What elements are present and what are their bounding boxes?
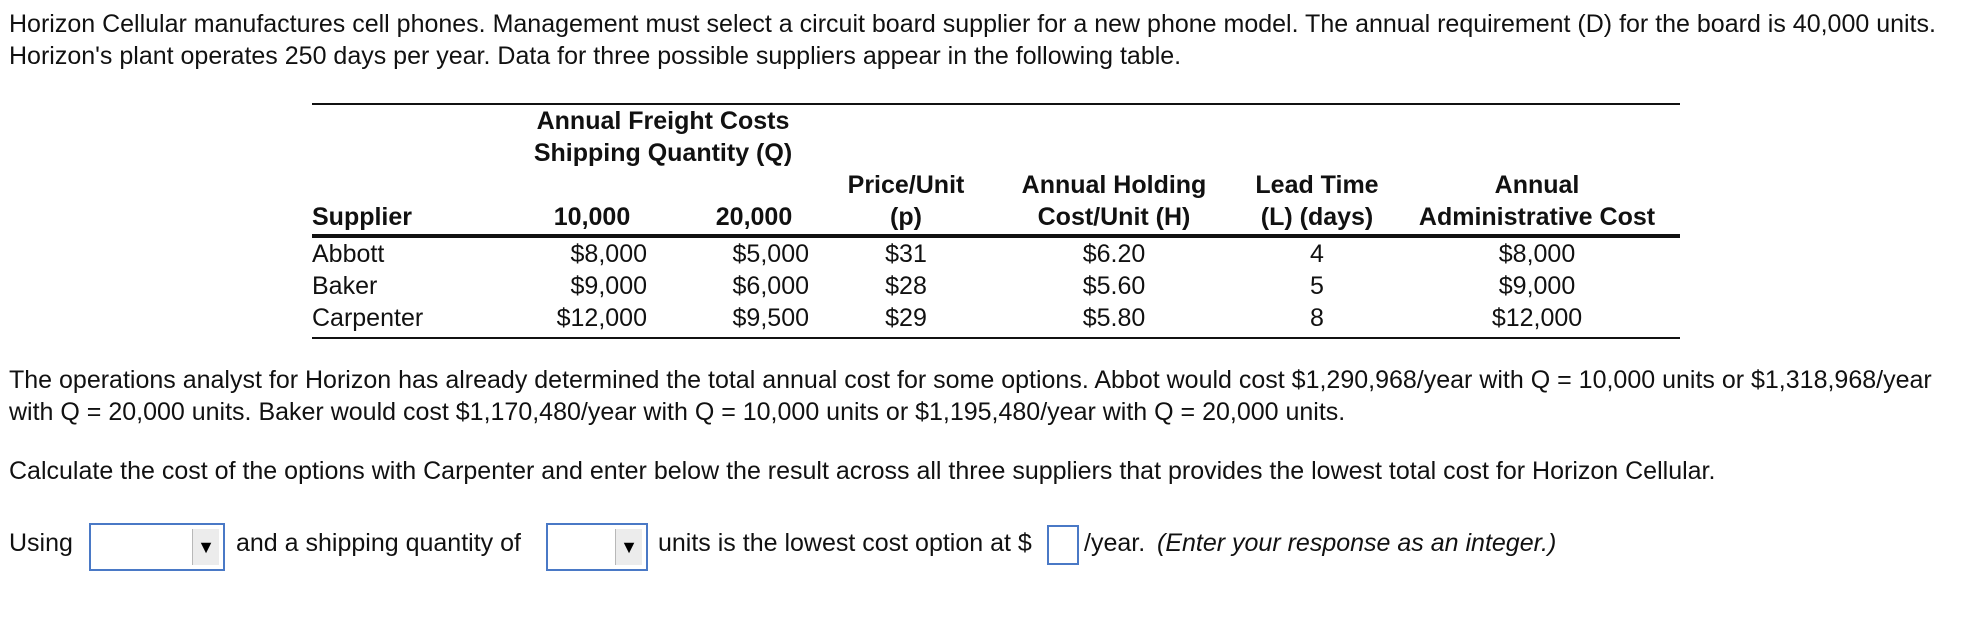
supplier-select[interactable] [89,523,225,571]
supplier-header: Supplier [312,203,413,231]
dropdown-arrow-icon[interactable]: ▼ [192,529,219,565]
table-row-lead: 4 [1310,240,1324,268]
admin-header-line2: Administrative Cost [1418,203,1656,231]
dropdown-arrow-icon[interactable]: ▼ [615,529,642,565]
quantity-select[interactable] [546,523,648,571]
price-header-line1: Price/Unit [847,171,965,199]
table-row-supplier: Abbott [312,240,385,268]
table-row-admin: $8,000 [1498,240,1576,268]
table-row-q1: $9,000 [570,272,647,300]
per-year-label: /year. [1084,529,1146,557]
holding-header-line1: Annual Holding [1021,171,1207,199]
freight-header-line2: Shipping Quantity (Q) [533,139,793,167]
annual-cost-input[interactable] [1047,525,1079,565]
q2-header: 20,000 [715,203,793,231]
q1-header: 10,000 [553,203,631,231]
holding-header-line2: Cost/Unit (H) [1037,203,1191,231]
table-bottom-rule [312,337,1680,339]
table-row-supplier: Baker [312,272,378,300]
price-header-line2: (p) [890,203,922,231]
table-row-q1: $8,000 [570,240,647,268]
freight-header-line1: Annual Freight Costs [536,107,790,135]
supplier-table [312,103,1680,339]
table-row-q2: $5,000 [732,240,809,268]
problem-intro: Horizon Cellular manufactures cell phones. Management must select a circuit board supplier for a new phone model. The annual requirement (D) for the board is 40,000 units. Horizon's plant operates 250 days per year. Data for three possible suppliers appear in the following table. [9,10,1936,70]
table-row-lead: 5 [1310,272,1324,300]
table-row-q2: $9,500 [732,304,809,332]
table-row-price: $31 [885,240,927,268]
table-row-holding: $5.80 [1082,304,1146,332]
lead-header-line1: Lead Time [1255,171,1379,199]
table-row-q1: $12,000 [556,304,647,332]
analyst-paragraph: The operations analyst for Horizon has already determined the total annual cost for some options. Abbot would cost $1,290,968/year with Q = 10,000 units or $1,318,968/year with Q = 20,000 units. Baker would cost $1,170,480/year with Q = 10,000 units or $1,195,480/year with Q = 20,000 units. [9,366,1932,426]
table-top-rule [312,103,1680,105]
table-row-price: $29 [885,304,927,332]
instruction-paragraph: Calculate the cost of the options with Carpenter and enter below the result across all three suppliers that provides the lowest total cost for Horizon Cellular. [9,457,1716,485]
table-row-q2: $6,000 [732,272,809,300]
answer-line [9,523,1969,563]
lowest-cost-label: units is the lowest cost option at $ [658,529,1032,557]
table-row-admin: $9,000 [1498,272,1576,300]
table-row-admin: $12,000 [1491,304,1583,332]
table-row-holding: $5.60 [1082,272,1146,300]
integer-hint: (Enter your response as an integer.) [1157,529,1557,557]
table-row-lead: 8 [1310,304,1324,332]
admin-header-line1: Annual [1494,171,1580,199]
table-row-holding: $6.20 [1082,240,1146,268]
table-row-price: $28 [885,272,927,300]
shipping-quantity-label: and a shipping quantity of [236,529,521,557]
using-label: Using [9,529,73,557]
lead-header-line2: (L) (days) [1260,203,1374,231]
table-row-supplier: Carpenter [312,304,424,332]
